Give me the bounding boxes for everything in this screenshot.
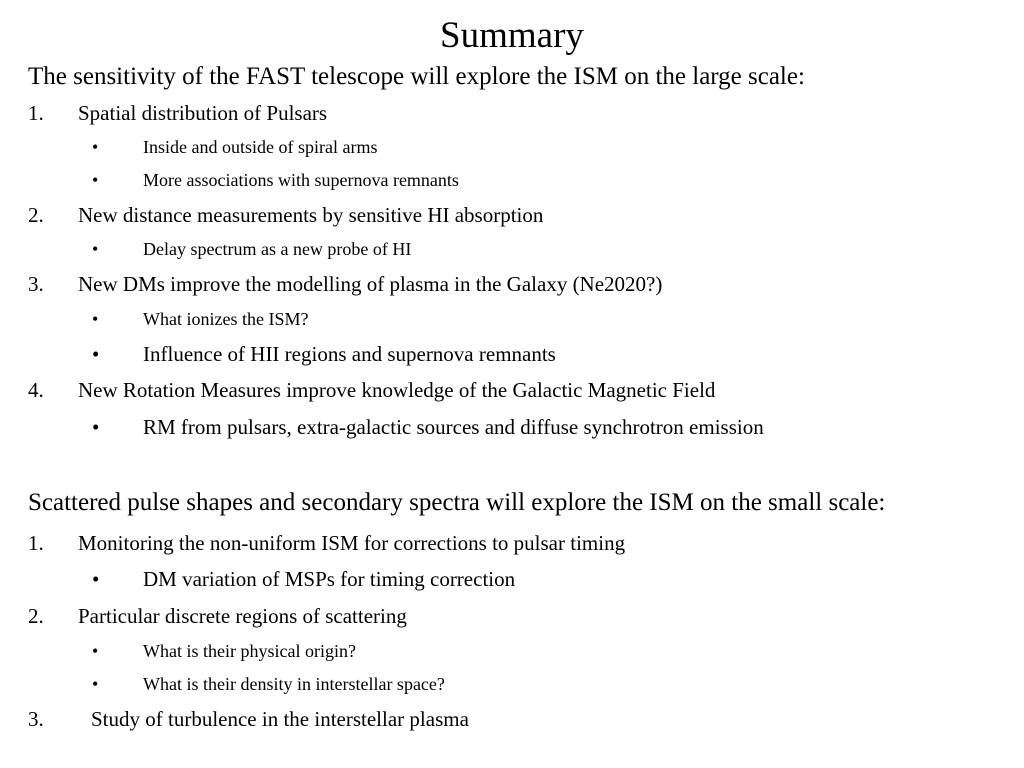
- bullet-icon: •: [92, 342, 100, 366]
- bullet-icon: •: [92, 674, 99, 694]
- item-text: Monitoring the non-uniform ISM for corrections to pulsar timing: [78, 531, 626, 555]
- item-text: Study of turbulence in the interstellar plasma: [91, 707, 469, 731]
- item-text: New DMs improve the modelling of plasma in the Galaxy (Ne2020?): [78, 272, 663, 296]
- item-number: 1.: [28, 531, 44, 555]
- slide-title: Summary: [440, 15, 584, 56]
- bullet-text: What is their density in interstellar space?: [143, 674, 445, 694]
- bullet-text: What is their physical origin?: [143, 641, 356, 661]
- bullet-text: Delay spectrum as a new probe of HI: [143, 239, 412, 259]
- item-text: New distance measurements by sensitive HI absorption: [78, 203, 544, 227]
- item-number: 2.: [28, 604, 44, 628]
- bullet-icon: •: [92, 309, 99, 329]
- bullet-icon: •: [92, 170, 99, 190]
- bullet-icon: •: [92, 567, 100, 591]
- bullet-text: Inside and outside of spiral arms: [143, 137, 378, 157]
- bullet-text: More associations with supernova remnants: [143, 170, 459, 190]
- item-text: Particular discrete regions of scattering: [78, 604, 407, 628]
- small-scale-intro: Scattered pulse shapes and secondary spectra will explore the ISM on the small scale:: [28, 489, 886, 516]
- item-number: 1.: [28, 101, 44, 125]
- bullet-icon: •: [92, 641, 99, 661]
- item-number: 2.: [28, 203, 44, 227]
- large-scale-intro: The sensitivity of the FAST telescope will explore the ISM on the large scale:: [28, 63, 805, 90]
- item-text: Spatial distribution of Pulsars: [78, 101, 328, 125]
- item-number: 3.: [28, 272, 44, 296]
- bullet-text: What ionizes the ISM?: [143, 309, 309, 329]
- item-text: New Rotation Measures improve knowledge of the Galactic Magnetic Field: [78, 378, 716, 402]
- bullet-text: RM from pulsars, extra-galactic sources and diffuse synchrotron emission: [143, 415, 764, 439]
- bullet-icon: •: [92, 239, 99, 259]
- bullet-text: Influence of HII regions and supernova remnants: [143, 342, 556, 366]
- bullet-icon: •: [92, 137, 99, 157]
- bullet-icon: •: [92, 415, 100, 439]
- bullet-text: DM variation of MSPs for timing correction: [143, 567, 516, 591]
- item-number: 4.: [28, 378, 44, 402]
- item-number: 3.: [28, 707, 44, 731]
